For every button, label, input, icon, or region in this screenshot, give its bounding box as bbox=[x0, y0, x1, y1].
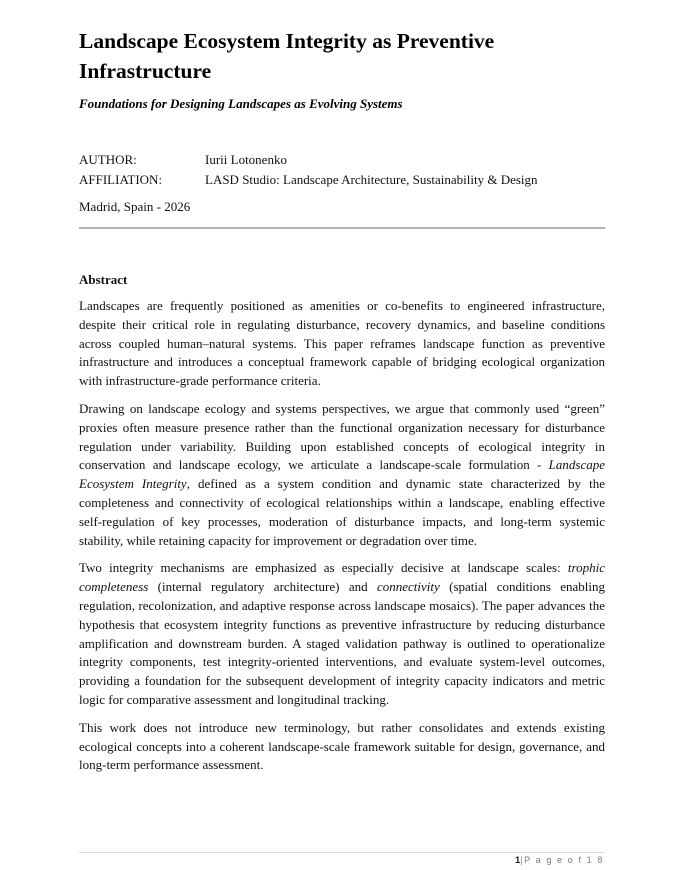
page-of-total: P a g e o f 1 8 bbox=[524, 855, 604, 865]
paragraph-1-text: Landscapes are frequently positioned as amenities or co-benefits to engineered infrastructure, despite their critical role in regulating disturbance, recovery dynamics, and baseline conditions across coupled human–natural systems. This paper reframes landscape function as preventive infrastructure and introduces a conceptual framework capable of bridging ecological organization with infrastructure-grade performance criteria. bbox=[79, 298, 605, 389]
page-content bbox=[79, 26, 605, 775]
abstract-heading: Abstract bbox=[79, 272, 128, 287]
term-trophic-completeness: trophic completeness bbox=[79, 560, 605, 595]
abstract-paragraph-4 bbox=[79, 719, 605, 775]
author-row bbox=[79, 150, 605, 170]
page-footer bbox=[515, 855, 604, 866]
affiliation-label: AFFILIATION: bbox=[79, 171, 163, 187]
affiliation-row bbox=[79, 170, 605, 190]
footer-divider bbox=[79, 852, 605, 853]
term-landscape-ecosystem-integrity: Landscape Ecosystem Integrity bbox=[79, 457, 605, 492]
author-label: AUTHOR: bbox=[79, 152, 137, 167]
footer-separator: | bbox=[520, 855, 525, 865]
paragraph-3-text-b: (internal regulatory architecture) and bbox=[148, 579, 377, 595]
paragraph-4-text: This work does not introduce new terminology, but rather consolidates and extends existing ecological concepts into a coherent landscape-scale framework suitable for design, governance, and long-term performance assessment. bbox=[79, 719, 605, 773]
paper-title: Landscape Ecosystem Integrity as Preventive Infrastructure bbox=[79, 29, 495, 83]
paragraph-2-text-a: Drawing on landscape ecology and systems perspectives, we argue that commonly used “green” proxies often measure presence rather than the functional organization necessary for disturbance regulation under variability. Building upon established concepts of ecological integrity in conservation and landscape ecology, we articulate a landscape-scale formulation - bbox=[79, 400, 605, 473]
paragraph-3-text-a: Two integrity mechanisms are emphasized as especially decisive at landscape scales: bbox=[79, 560, 568, 576]
paragraph-3-text-c: (spatial conditions enabling regulation, recolonization, and adaptive response across landscape mosaics). The paper advances the hypothesis that ecosystem integrity functions as preventive infrastructure by reducing disturbance amplification and downstream burden. A staged validation pathway is outlined to operationalize integrity components, test integrity-oriented interventions, and evaluate system-level outcomes, providing a foundation for the subsequent development of integrity capacity indicators and metric logic for comparative assessment and longitudinal tracking. bbox=[79, 579, 605, 707]
paper-subtitle: Foundations for Designing Landscapes as Evolving Systems bbox=[79, 96, 403, 111]
page-number: 1 bbox=[515, 855, 521, 865]
place-date: Madrid, Spain - 2026 bbox=[79, 199, 191, 214]
abstract-paragraph-2 bbox=[79, 400, 605, 550]
author-block bbox=[79, 150, 605, 189]
author-value: Iurii Lotonenko bbox=[205, 152, 287, 167]
term-connectivity: connectivity bbox=[376, 579, 440, 595]
abstract-paragraph-3 bbox=[79, 559, 605, 709]
paragraph-2-text-b: , defined as a system condition and dynamic state characterized by the completeness and connectivity of ecological relationships within a landscape, enabling effective self-regulation of key processes, moderation of disturbance impacts, and long-term systemic stability, while retaining capacity for improvement or degradation over time. bbox=[79, 476, 605, 548]
affiliation-value: LASD Studio: Landscape Architecture, Sustainability & Design bbox=[205, 171, 538, 187]
abstract-paragraph-1 bbox=[79, 297, 605, 391]
header-divider bbox=[79, 227, 605, 229]
